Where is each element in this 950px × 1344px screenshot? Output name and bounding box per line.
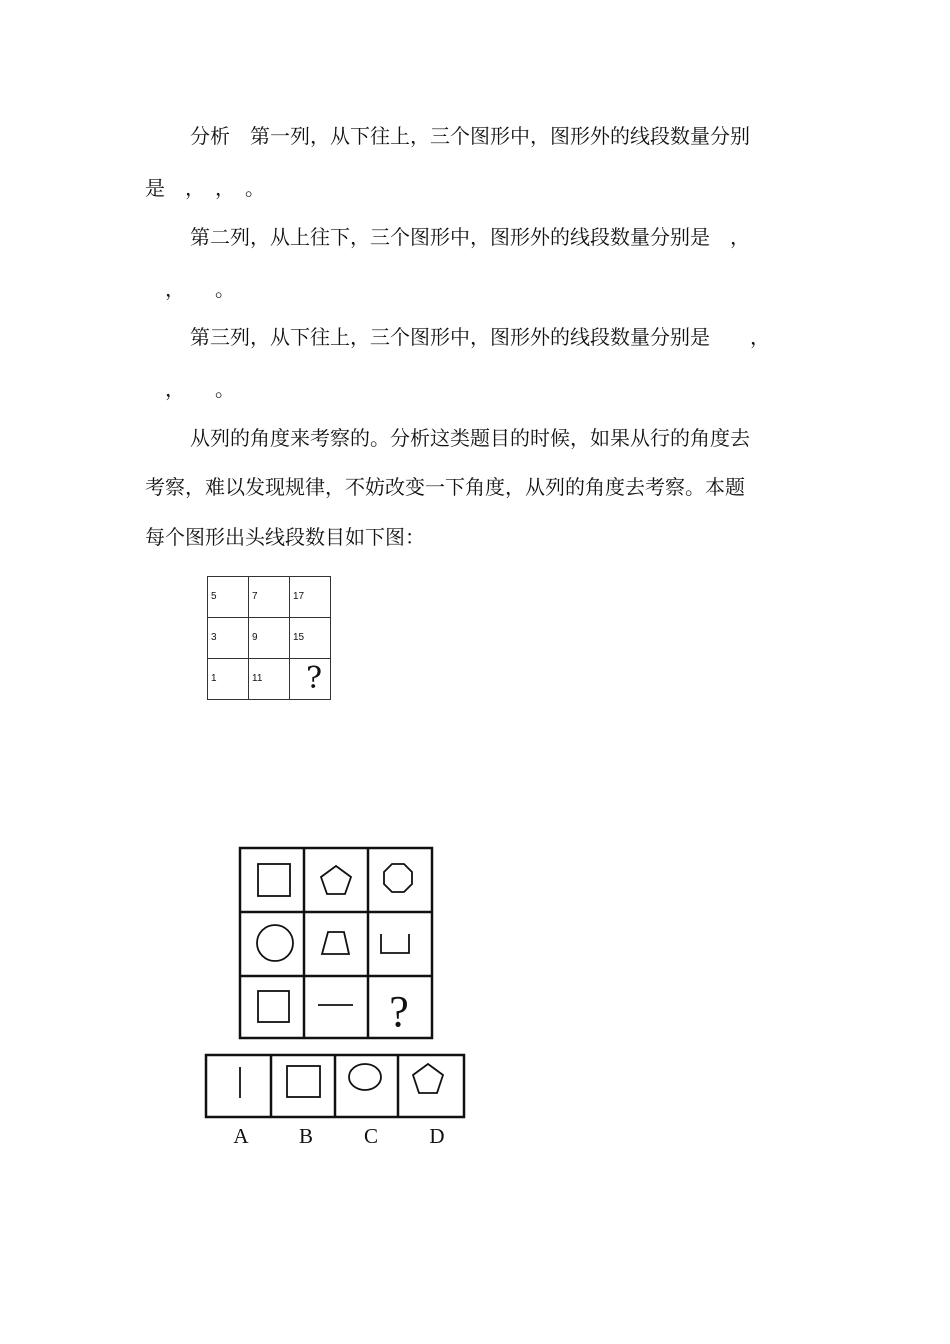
text-line: 每个图形出头线段数目如下图： bbox=[145, 525, 425, 549]
text-line: 从列的角度来考察的。分析这类题目的时候，如果从行的角度去 bbox=[190, 426, 750, 450]
open-box-icon bbox=[381, 934, 409, 953]
text-line: 考察，难以发现规律，不妨改变一下角度，从列的角度去考察。本题 bbox=[145, 475, 745, 499]
circle-icon bbox=[257, 925, 293, 961]
text-line: ， 。 bbox=[145, 377, 235, 401]
octagon-icon bbox=[384, 864, 412, 892]
pentagon-icon bbox=[321, 866, 351, 894]
cell-number: 11 bbox=[252, 673, 263, 684]
cell-number: 7 bbox=[252, 591, 258, 602]
square-icon bbox=[258, 864, 290, 896]
text-line: 是 ， ， 。 bbox=[145, 176, 265, 200]
option-label-d[interactable]: D bbox=[429, 1124, 445, 1148]
text-line: 分析 第一列，从下往上，三个图形中，图形外的线段数量分别 bbox=[190, 124, 750, 148]
question-mark: ? bbox=[306, 661, 323, 696]
cell-number: 15 bbox=[293, 632, 305, 643]
option-label-b[interactable]: B bbox=[298, 1124, 314, 1148]
square-icon bbox=[287, 1066, 320, 1097]
text-line: 第二列，从上往下，三个图形中，图形外的线段数量分别是 ， bbox=[190, 225, 750, 249]
square-icon bbox=[258, 991, 289, 1022]
option-label-c[interactable]: C bbox=[363, 1124, 379, 1148]
option-label-a[interactable]: A bbox=[233, 1124, 249, 1148]
trapezoid-icon bbox=[322, 932, 349, 954]
text-line: ， 。 bbox=[145, 277, 235, 301]
cell-number: 1 bbox=[211, 673, 217, 684]
ellipse-icon bbox=[349, 1064, 381, 1090]
cell-number: 17 bbox=[293, 591, 305, 602]
pentagon-icon bbox=[413, 1064, 443, 1093]
cell-number: 3 bbox=[211, 632, 217, 643]
cell-number: 9 bbox=[252, 632, 258, 643]
cell-number: 5 bbox=[211, 591, 217, 602]
question-mark: ? bbox=[389, 987, 409, 1036]
text-line: 第三列，从下往上，三个图形中，图形外的线段数量分别是 ， bbox=[190, 325, 770, 349]
